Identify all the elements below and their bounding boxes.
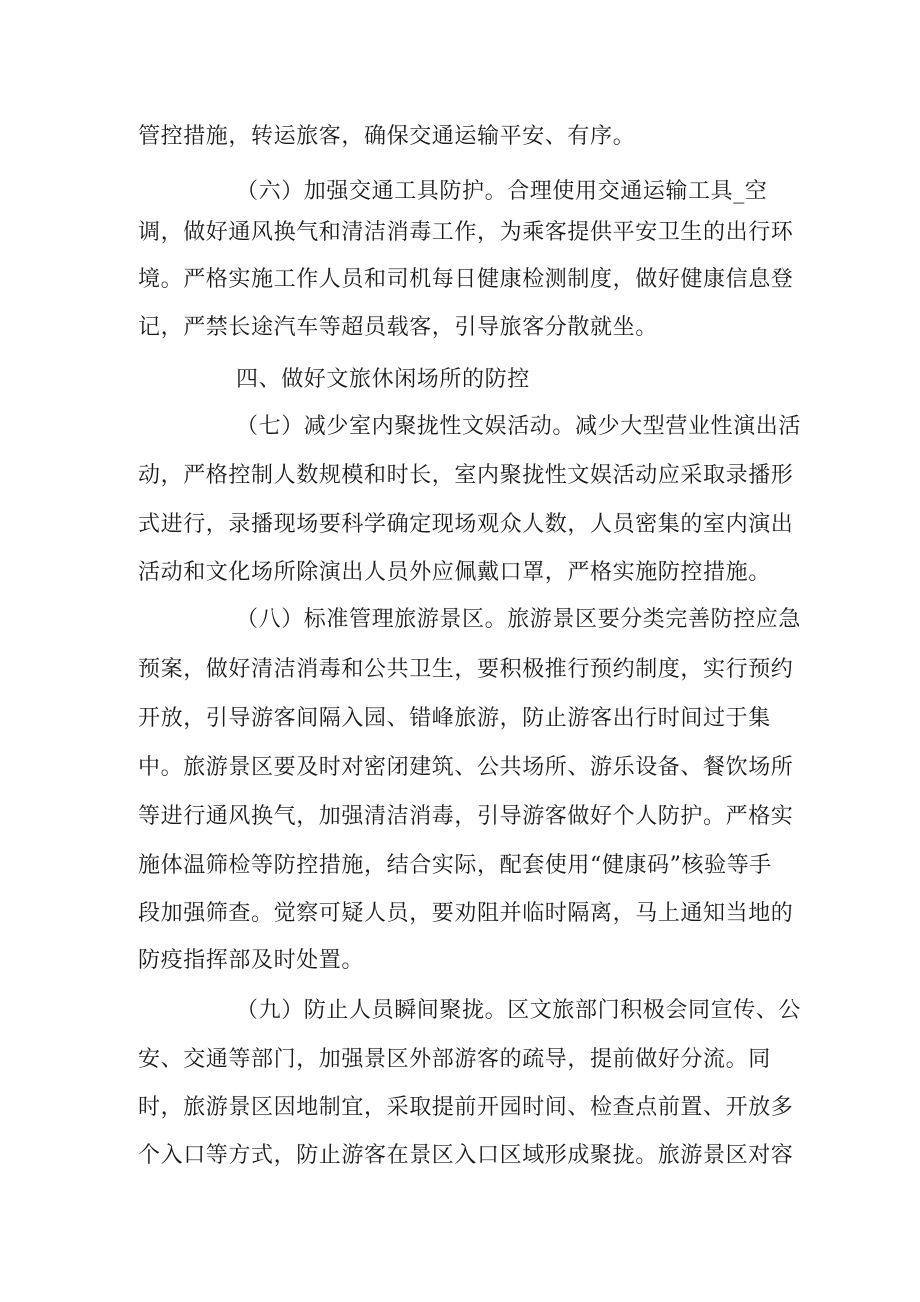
text-line: 式进行，录播现场要科学确定现场观众人数，人员密集的室内演出: [138, 512, 794, 537]
section-six-title: （六）加强交通工具防护。合理使用交通运输工具_空: [236, 179, 768, 204]
text-line: 等进行通风换气，加强清洁消毒，引导游客做好个人防护。严格实: [138, 804, 794, 829]
text-line: 中。旅游景区要及时对密闭建筑、公共场所、游乐设备、餐饮场所: [138, 755, 794, 780]
text-line: 动，严格控制人数规模和时长，室内聚拢性文娱活动应采取录播形: [138, 463, 794, 488]
text-line: 防疫指挥部及时处置。: [138, 948, 365, 973]
text-line: 施体温筛检等防控措施，结合实际，配套使用“健康码”核验等手: [138, 853, 772, 878]
text-line: 段加强筛查。觉察可疑人员，要劝阻并临时隔离，马上通知当地的: [138, 901, 794, 926]
section-eight-title: （八）标准管理旅游景区。旅游景区要分类完善防控应急: [236, 607, 802, 632]
text-line: 个入口等方式，防止游客在景区入口区域形成聚拢。旅游景区对容: [138, 1143, 794, 1168]
section-nine-title: （九）防止人员瞬间聚拢。区文旅部门积极会同宣传、公: [236, 998, 802, 1023]
text-line: 管控措施，转运旅客，确保交通运输平安、有序。: [138, 124, 636, 149]
text-line: 调，做好通风换气和清洁消毒工作，为乘客提供平安卫生的出行环: [138, 220, 794, 245]
section-seven-title: （七）减少室内聚拢性文娱活动。减少大型营业性演出活: [236, 414, 802, 439]
section-heading: 四、做好文旅休闲场所的防控: [236, 367, 530, 392]
text-line: 境。严格实施工作人员和司机每日健康检测制度，做好健康信息登: [138, 267, 794, 292]
text-line: 开放，引导游客间隔入园、错峰旅游，防止游客出行时间过于集: [138, 706, 771, 731]
text-line: 活动和文化场所除演出人员外应佩戴口罩，严格实施防控措施。: [138, 560, 771, 585]
text-line: 预案，做好清洁消毒和公共卫生，要积极推行预约制度，实行预约: [138, 657, 794, 682]
text-line: 记，严禁长途汽车等超员载客，引导旅客分散就坐。: [138, 315, 658, 340]
text-line: 时，旅游景区因地制宜，采取提前开园时间、检查点前置、开放多: [138, 1095, 794, 1120]
text-line: 安、交通等部门，加强景区外部游客的疏导，提前做好分流。同: [138, 1047, 771, 1072]
